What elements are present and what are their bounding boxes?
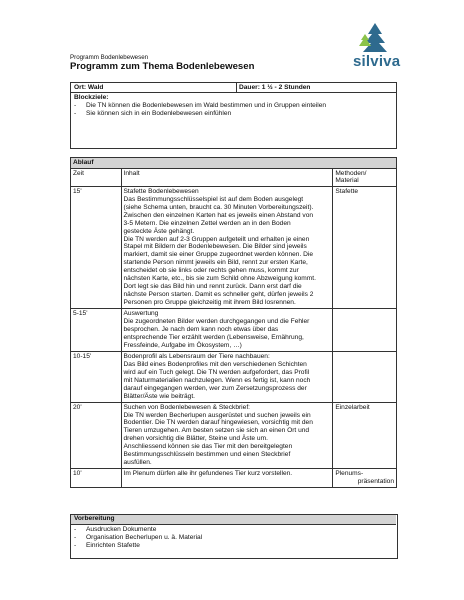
zeit-cell: 20': [71, 402, 122, 469]
inhalt-line: Suchen von Bodenlebewesen & Steckbrief:: [123, 403, 250, 411]
info-box: [70, 82, 397, 149]
methoden-line: Plenums-: [335, 470, 364, 478]
inhalt-line: ausfüllen.: [123, 459, 152, 467]
vorbereitung-list: [71, 526, 391, 550]
inhalt-line: darauf eingegangen werden, wer zum Zersetzungsprozess der: [123, 384, 307, 392]
inhalt-line: Bestimmungsschlüsseln bestimmen und einen Steckbrief: [123, 451, 291, 459]
methoden-line: Stafette: [335, 187, 359, 195]
info-header-row: [71, 83, 396, 93]
inhalt-line: wird auf ein Tuch gelegt. Die TN werden aufgefordert, das Profil: [123, 368, 310, 376]
blockziele-label: Blockziele:: [74, 94, 109, 101]
inhalt-line: Stafette Bodenlebewesen: [123, 187, 199, 195]
list-item: - Organisation Becherlupen u. ä. Material: [71, 534, 391, 542]
inhalt-line: (siehe Schema unten, braucht ca. 30 Minuten Vorbereitungszeit).: [123, 203, 314, 211]
table-row: [71, 186, 397, 308]
inhalt-line: gesteckte Äste gehängt.: [123, 227, 195, 235]
table-row: [71, 309, 397, 352]
zeit-cell: 10': [71, 469, 122, 488]
vorbereitung-heading: Vorbereitung: [71, 515, 396, 525]
inhalt-line: Personen pro Gruppe gleichzeitig mit ihrem Bild losrennen.: [123, 299, 296, 307]
col-header-zeit: Zeit: [71, 168, 122, 186]
inhalt-line: startende Person nimmt jeweils ein Bild, rennt zur ersten Karte,: [123, 259, 308, 267]
inhalt-line: Die zugeordneten Bilder werden durchgegangen und die Fehler: [123, 318, 310, 326]
inhalt-line: nächsten Karte, etc., bis sie zum Schild ohne Abzweigung kommt.: [123, 275, 316, 283]
inhalt-line: nächste Person starten. Damit es schneller geht, dürfen jeweils 2: [123, 291, 314, 299]
col-header-methoden: Methoden/ Material: [333, 168, 397, 186]
dauer-label: Dauer: 1 ½ - 2 Stunden: [239, 84, 311, 91]
inhalt-line: mit Naturmaterialien nachzulegen. Wenn es fertig ist, kann noch: [123, 376, 311, 384]
inhalt-line: Bodenprofil als Lebensraum der Tiere nachbauen:: [123, 352, 270, 360]
pre-title: Programm Bodenlebewesen: [70, 54, 149, 61]
page-title: Programm zum Thema Bodenlebewesen: [70, 61, 255, 72]
table-row: [71, 469, 397, 488]
inhalt-line: drehen vorsichtig die Blätter, Steine und Äste um.: [123, 435, 268, 443]
inhalt-line: entscheidet ob sie links oder rechts gehen muss, kommt zur: [123, 267, 299, 275]
vorbereitung-box: [70, 514, 398, 559]
inhalt-line: entsprechende Tier erzählt werden (Lebensweise, Ernährung,: [123, 333, 304, 341]
inhalt-cell: [121, 402, 333, 469]
list-item: - Sie können sich in ein Bodenlebewesen einfühlen: [71, 110, 391, 118]
list-item: - Einrichten Stafette: [71, 542, 391, 550]
inhalt-line: Anschliessend können sie das Tier mit den bereitgelegten: [123, 443, 293, 451]
inhalt-cell: [121, 309, 333, 352]
col-header-inhalt: Inhalt: [121, 168, 333, 186]
methoden-cell: [333, 402, 397, 469]
inhalt-line: 3-5 Metern. Die einzelnen Zettel werden an in den Boden: [123, 219, 291, 227]
inhalt-line: Auswertung: [123, 310, 159, 318]
methoden-cell: [333, 186, 397, 308]
inhalt-line: markiert, damit sie einer Gruppe zugeordnet werden können. Die: [123, 251, 314, 259]
info-divider: [236, 83, 237, 92]
logo-text: silviva: [353, 53, 401, 70]
zeit-cell: 15': [71, 186, 122, 308]
table-row: [71, 402, 397, 469]
ablauf-table: [70, 157, 397, 488]
inhalt-line: Fressfeinde, Aufgabe im Ökosystem, …): [123, 341, 242, 349]
inhalt-line: Blätter/Äste wie beiträgt.: [123, 392, 195, 400]
ort-label: Ort: Wald: [74, 84, 104, 91]
inhalt-cell: [121, 469, 333, 488]
inhalt-line: Tieren umzugehen. Am besten setzen sie sich an einen Ort und: [123, 427, 310, 435]
list-item: - Ausdrucken Dokumente: [71, 526, 391, 534]
methoden-cell: [333, 351, 397, 402]
zeit-cell: 10-15': [71, 351, 122, 402]
inhalt-line: Dort legt sie das Bild hin und rennt zurück. Dann erst darf die: [123, 283, 302, 291]
inhalt-line: Zwischen den einzelnen Karten hat es jeweils einen Abstand von: [123, 211, 314, 219]
methoden-line: Einzelarbeit: [335, 403, 370, 411]
zeit-cell: 5-15': [71, 309, 122, 352]
list-item: - Die TN können die Bodenlebewesen im Wald bestimmen und in Gruppen einteilen: [71, 102, 391, 110]
methoden-line: präsentation: [357, 478, 394, 486]
inhalt-line: Die TN werden Becherlupen ausgerüstet und suchen jeweils ein: [123, 411, 311, 419]
methoden-cell: [333, 309, 397, 352]
table-row: [71, 351, 397, 402]
tree-icon: [355, 22, 395, 54]
methoden-cell: [333, 469, 397, 488]
ablauf-heading: Ablauf: [71, 158, 397, 169]
inhalt-line: Die TN werden auf 2-3 Gruppen aufgeteilt und erhalten je einen: [123, 235, 310, 243]
inhalt-line: Bodentier. Die TN werden darauf hingewiesen, vorsichtig mit den: [123, 419, 313, 427]
inhalt-line: Im Plenum dürfen alle ihr gefundenes Tier kurz vorstellen.: [123, 470, 293, 478]
inhalt-line: besprochen. Je nach dem kann noch etwas über das: [123, 325, 279, 333]
inhalt-cell: [121, 351, 333, 402]
inhalt-line: Das Bild eines Bodenprofiles mit den verschiedenen Schichten: [123, 360, 307, 368]
inhalt-cell: [121, 186, 333, 308]
inhalt-line: Das Bestimmungsschlüsselspiel ist auf dem Boden ausgelegt: [123, 195, 304, 203]
inhalt-line: Stapel mit Bildern der Bodenlebewesen. Die Bilder sind jeweils: [123, 243, 307, 251]
blockziele-list: [71, 102, 391, 118]
